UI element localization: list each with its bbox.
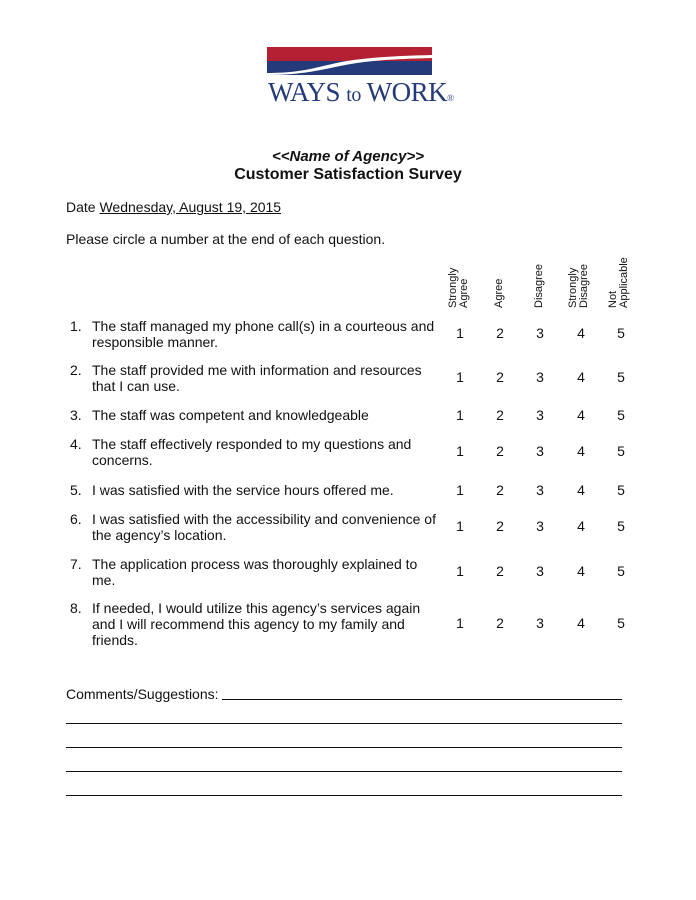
rating-option[interactable]: 1 (456, 482, 464, 498)
logo-work: WORK (366, 77, 448, 107)
rating-option[interactable]: 4 (577, 407, 585, 423)
rating-option[interactable]: 1 (456, 325, 464, 341)
rating-option[interactable]: 3 (536, 615, 544, 631)
rating-option[interactable]: 3 (536, 407, 544, 423)
column-header-line: Agree (458, 278, 470, 308)
question-number: 4. (70, 436, 82, 452)
comments-line[interactable] (222, 699, 622, 700)
column-header-line: Agree (493, 278, 505, 308)
date-label: Date (66, 199, 96, 215)
rating-option[interactable]: 5 (617, 563, 625, 579)
logo-wordmark (268, 77, 453, 108)
rating-option[interactable]: 5 (617, 518, 625, 534)
rating-column-header (608, 257, 630, 308)
column-header-line: Strongly (447, 267, 459, 308)
question-text: I was satisfied with the service hours offered me. (92, 482, 394, 498)
logo-registered-mark: ® (447, 93, 454, 103)
survey-title: Customer Satisfaction Survey (234, 166, 462, 183)
rating-option[interactable]: 5 (617, 369, 625, 385)
logo-to: to (346, 84, 361, 106)
agency-name: <<Name of Agency>> (271, 148, 424, 165)
rating-option[interactable]: 2 (496, 443, 504, 459)
question-number: 1. (70, 318, 82, 334)
comments-line[interactable] (66, 795, 622, 796)
rating-option[interactable]: 2 (496, 407, 504, 423)
question-number: 7. (70, 556, 82, 572)
comments-label: Comments/Suggestions: (66, 686, 219, 702)
rating-option[interactable]: 1 (456, 615, 464, 631)
ways-to-work-logo (267, 47, 454, 107)
column-header-line: Not (607, 290, 619, 308)
instructions: Please circle a number at the end of each question. (66, 231, 386, 247)
column-header-line: Applicable (618, 257, 630, 308)
comments-line[interactable] (66, 747, 622, 748)
rating-option[interactable]: 4 (577, 325, 585, 341)
rating-option[interactable]: 3 (536, 482, 544, 498)
rating-option[interactable]: 3 (536, 518, 544, 534)
rating-option[interactable]: 3 (536, 443, 544, 459)
question-number: 6. (70, 511, 82, 527)
rating-option[interactable]: 2 (496, 563, 504, 579)
rating-option[interactable]: 5 (617, 443, 625, 459)
rating-option[interactable]: 4 (577, 518, 585, 534)
question-text: The staff was competent and knowledgeable (92, 407, 369, 423)
rating-option[interactable]: 4 (577, 369, 585, 385)
rating-option[interactable]: 3 (536, 325, 544, 341)
rating-option[interactable]: 2 (496, 615, 504, 631)
rating-column-header (494, 279, 505, 308)
question-text: The application process was thoroughly explained to me. (92, 556, 418, 588)
rating-option[interactable]: 1 (456, 563, 464, 579)
question-text: The staff provided me with information and resources that I can use. (92, 362, 422, 394)
question-number: 3. (70, 407, 82, 423)
rating-option[interactable]: 3 (536, 369, 544, 385)
rating-column-header (568, 264, 590, 308)
column-header-line: Disagree (533, 263, 545, 308)
rating-option[interactable]: 1 (456, 518, 464, 534)
rating-option[interactable]: 4 (577, 443, 585, 459)
logo-ways: WAYS (268, 77, 341, 107)
question-number: 8. (70, 600, 82, 616)
question-text: The staff managed my phone call(s) in a courteous and responsible manner. (92, 318, 435, 350)
rating-option[interactable]: 2 (496, 369, 504, 385)
rating-option[interactable]: 4 (577, 615, 585, 631)
logo-road-icon (267, 47, 432, 75)
rating-option[interactable]: 1 (456, 407, 464, 423)
rating-option[interactable]: 3 (536, 563, 544, 579)
comments-line[interactable] (66, 771, 622, 772)
question-text: The staff effectively responded to my questions and concerns. (92, 436, 412, 468)
rating-option[interactable]: 2 (496, 325, 504, 341)
rating-column-header (448, 268, 470, 308)
date-line (66, 199, 281, 215)
column-header-line: Disagree (578, 263, 590, 308)
rating-option[interactable]: 2 (496, 518, 504, 534)
rating-option[interactable]: 1 (456, 443, 464, 459)
rating-option[interactable]: 5 (617, 615, 625, 631)
rating-option[interactable]: 2 (496, 482, 504, 498)
rating-option[interactable]: 4 (577, 482, 585, 498)
question-text: If needed, I would utilize this agency’s services again and I will recommend this agency to my family and friends. (92, 600, 421, 648)
comments-line[interactable] (66, 723, 622, 724)
question-number: 5. (70, 482, 82, 498)
rating-option[interactable]: 4 (577, 563, 585, 579)
question-text: I was satisfied with the accessibility and convenience of the agency’s location. (92, 511, 436, 543)
rating-option[interactable]: 5 (617, 325, 625, 341)
rating-option[interactable]: 1 (456, 369, 464, 385)
date-value: Wednesday, August 19, 2015 (99, 199, 282, 215)
rating-column-header (534, 264, 545, 308)
column-header-line: Strongly (567, 267, 579, 308)
rating-option[interactable]: 5 (617, 407, 625, 423)
rating-option[interactable]: 5 (617, 482, 625, 498)
question-number: 2. (70, 362, 82, 378)
